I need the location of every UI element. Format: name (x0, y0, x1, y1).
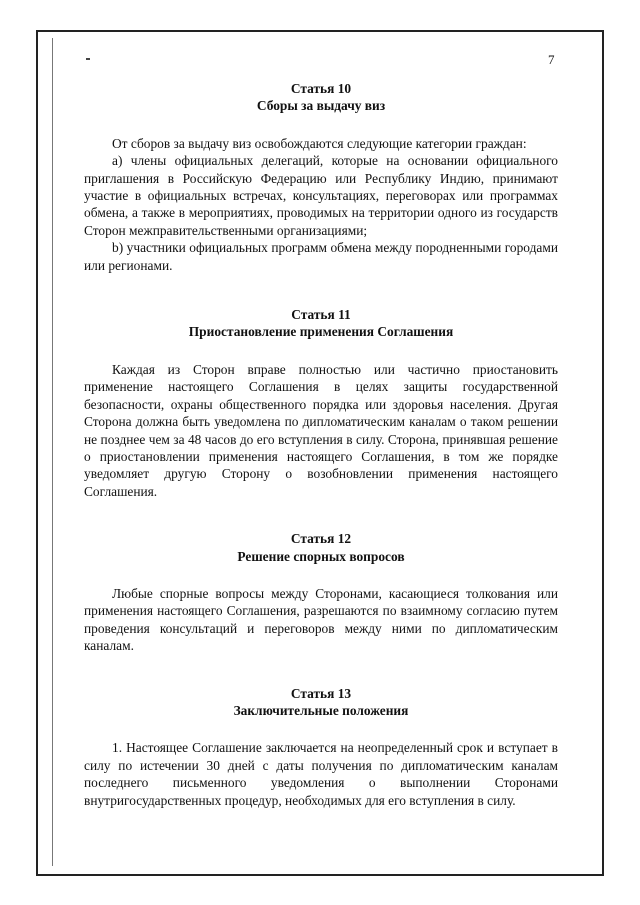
article-title: Статья 11 (291, 307, 351, 323)
article-10 (84, 80, 558, 274)
article-heading: Приостановление применения Соглашения (188, 324, 454, 340)
article-heading: Заключительные положения (233, 702, 409, 718)
paragraph: От сборов за выдачу виз освобождаются следующие категории граждан: (112, 135, 527, 151)
article-heading: Решение спорных вопросов (237, 548, 405, 564)
article-title: Статья 12 (290, 531, 352, 547)
document-body (84, 80, 558, 809)
paragraph: b) участники официальных программ обмена между породненными городами или регионами. (84, 240, 558, 273)
paragraph: Любые спорные вопросы между Сторонами, касающиеся толкования или применения настоящего Соглашения, разрешаются по взаимному согласию путем проведения консультаций и переговоров между ними по дипломатическим каналам. (84, 585, 558, 654)
article-13 (84, 685, 558, 809)
paragraph: a) члены официальных делегаций, которые на основании официального приглашения в Российскую Федерацию или Республику Индию, принимают участие в официальных встречах, консультациях, переговорах или программах обмена, а также в мероприятиях, проводимых на территории одного из государств Сторон межправительственными организациями; (84, 153, 558, 238)
scan-mark (86, 58, 90, 60)
article-12 (84, 530, 558, 654)
article-heading: Сборы за выдачу виз (256, 98, 386, 114)
article-11 (84, 306, 558, 500)
article-title: Статья 13 (290, 685, 352, 701)
article-title: Статья 10 (290, 81, 352, 96)
paragraph: 1. Настоящее Соглашение заключается на неопределенный срок и вступает в силу по истечении 30 дней с даты получения по дипломатическим каналам последнего письменного уведомления о выполнении Сторонами внутригосударственных процедур, необходимых для его вступления в силу. (84, 740, 558, 808)
paragraph: Каждая из Сторон вправе полностью или частично приостановить применение настоящего Соглашения в целях защиты государственной безопасности, охраны общественного порядка или здоровья населения. Другая Сторона должна быть уведомлена по дипломатическим каналам о таком решении не позднее чем за 48 часов до его вступления в силу. Сторона, принявшая решение о приостановлении применения настоящего Соглашения, в том же порядке уведомляет другую Сторону о возобновлении применения настоящего Соглашения. (84, 361, 558, 499)
page-number: 7 (548, 52, 555, 67)
